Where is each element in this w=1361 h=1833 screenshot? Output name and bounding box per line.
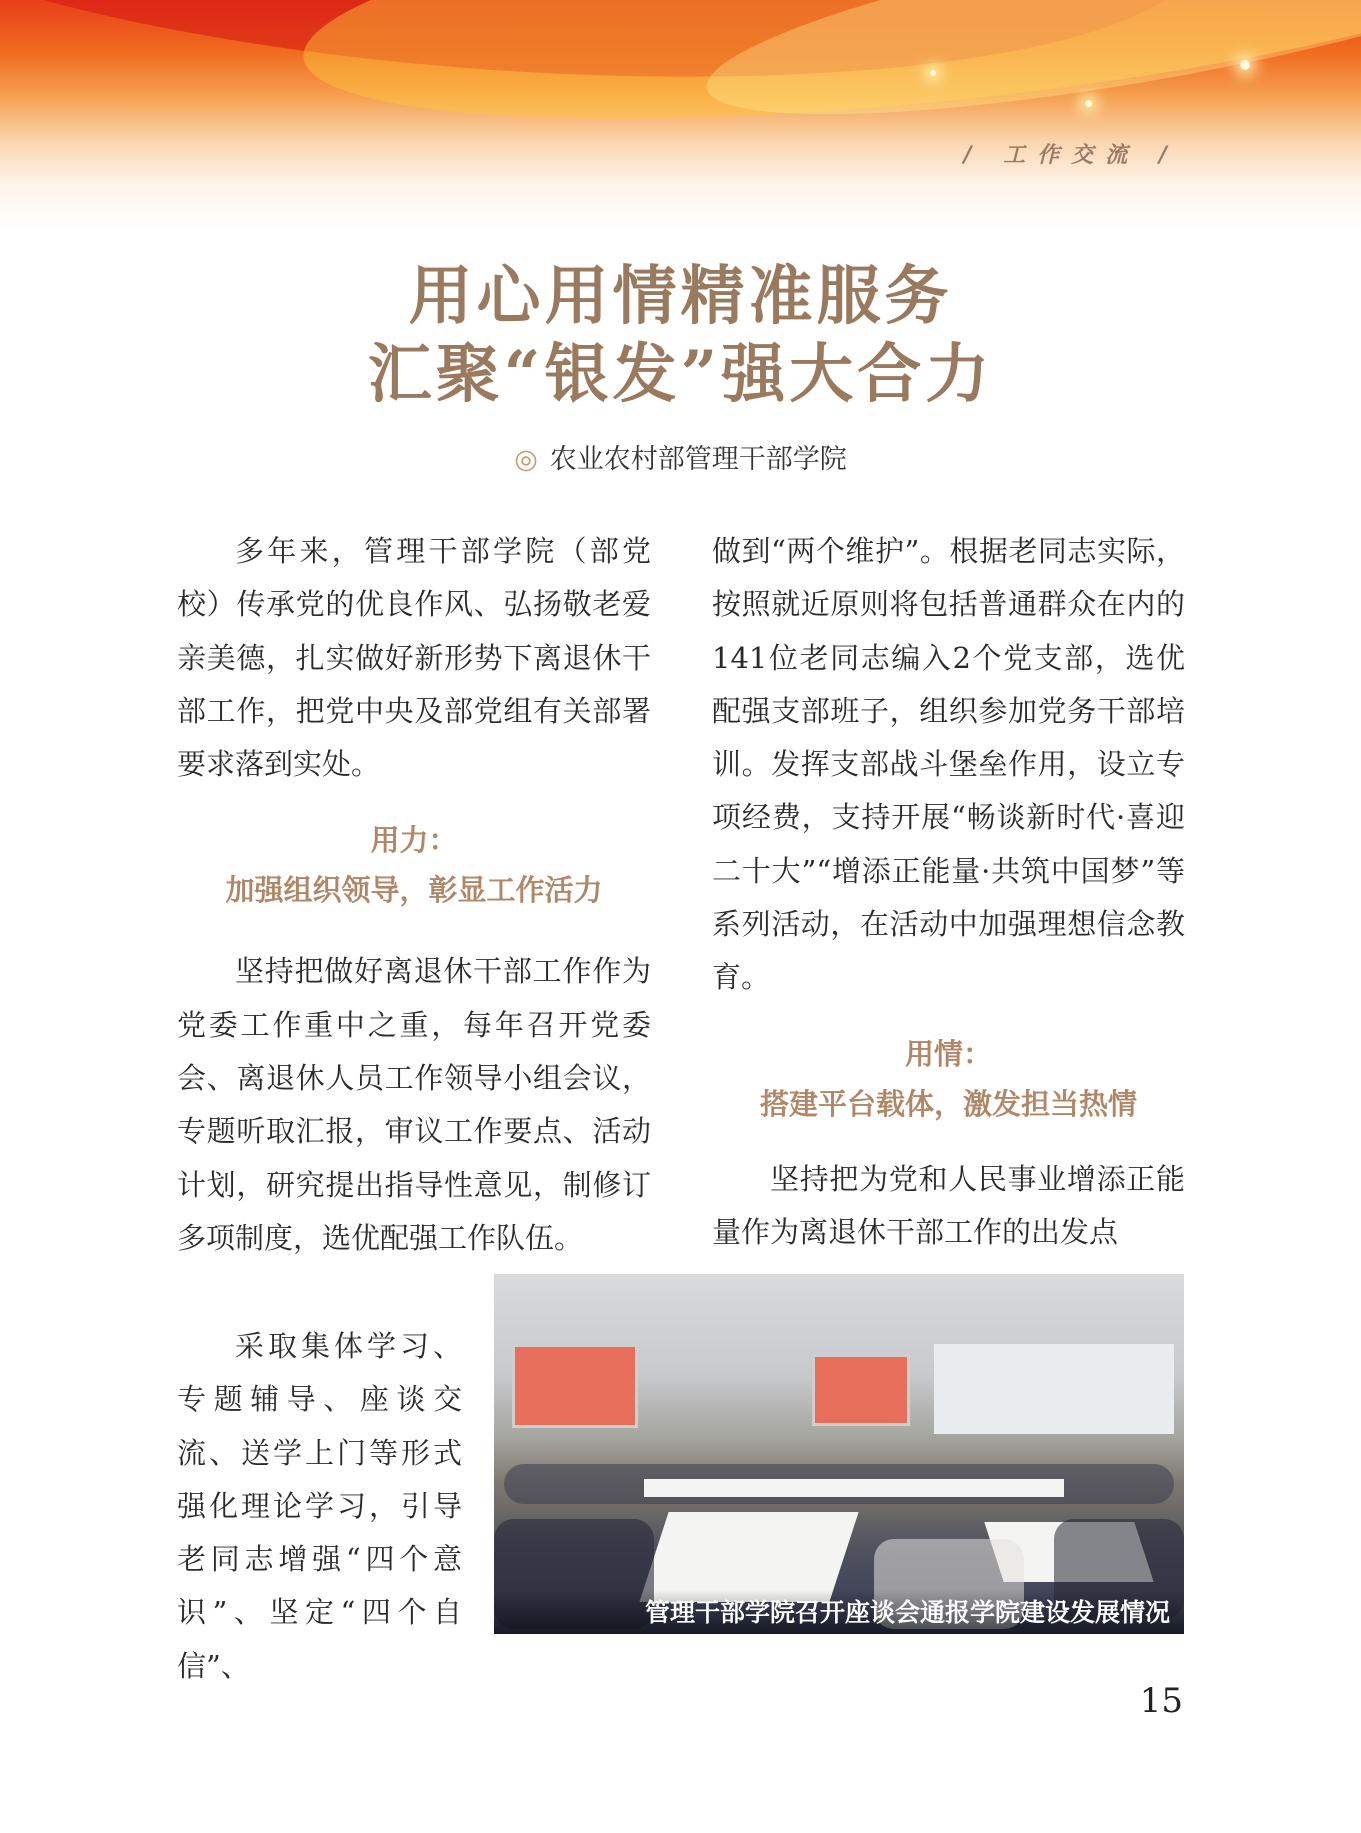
section1-heading: 加强组织领导，彰显工作活力 bbox=[225, 873, 603, 908]
meeting-photo bbox=[494, 1274, 1184, 1634]
article-author bbox=[0, 437, 1361, 476]
article-title-line1: 用心用情精准服务 bbox=[408, 259, 953, 334]
author-name: 农业农村部管理干部学院 bbox=[549, 444, 847, 475]
header-banner bbox=[0, 0, 1361, 230]
banner-sparkle-icon bbox=[1085, 100, 1092, 107]
section1-paragraph2: 采取集体学习、专题辅导、座谈交流、送学上门等形式强化理论学习，引导老同志增强“四个意识”、坚定“四个自信”、 bbox=[177, 1329, 462, 1683]
banner-sparkle-icon bbox=[930, 70, 936, 76]
photo-projection-screen-right bbox=[812, 1354, 910, 1426]
section-tag: / 工作交流 / bbox=[963, 143, 1179, 168]
page-number: 15 bbox=[1139, 1681, 1183, 1721]
photo-caption: 管理干部学院召开座谈会通报学院建设发展情况 bbox=[494, 1590, 1184, 1634]
author-marker-icon: ◎ bbox=[514, 444, 538, 475]
left-column-wrap bbox=[177, 1320, 462, 1693]
photo-table-back bbox=[644, 1479, 1064, 1497]
section1-paragraph2-continued: 做到“两个维护”。根据老同志实际，按照就近原则将包括普通群众在内的141位老同志编入2个党支部，选优配强支部班子，组织参加党务干部培训。发挥支部战斗堡垒作用，设立专项经费，支持开展“畅谈新时代·喜迎二十大”“增添正能量·共筑中国梦”等系列活动，在活动中加强理想信念教育。 bbox=[712, 534, 1185, 995]
section2-heading: 搭建平台载体，激发担当热情 bbox=[759, 1086, 1137, 1121]
intro-paragraph: 多年来，管理干部学院（部党校）传承党的优良作风、弘扬敬老爱亲美德，扎实做好新形势下离退休干部工作，把党中央及部党组有关部署要求落到实处。 bbox=[177, 534, 651, 782]
left-column bbox=[177, 525, 651, 1265]
article-title bbox=[0, 258, 1361, 414]
banner-sparkle-icon bbox=[1240, 60, 1250, 70]
photo-table-left bbox=[639, 1512, 858, 1602]
right-column bbox=[712, 525, 1185, 1259]
photo-window bbox=[934, 1344, 1174, 1434]
section2-paragraph1: 坚持把为党和人民事业增添正能量作为离退休干部工作的出发点 bbox=[712, 1161, 1185, 1249]
photo-projection-screen-left bbox=[512, 1344, 638, 1428]
section1-label: 用力： bbox=[370, 823, 458, 858]
section1-paragraph1: 坚持把做好离退休干部工作作为党委工作重中之重，每年召开党委会、离退休人员工作领导小组会议，专题听取汇报，审议工作要点、活动计划，研究提出指导性意见，制修订多项制度，选优配强工作队伍。 bbox=[177, 954, 651, 1255]
section2-label: 用情： bbox=[904, 1036, 992, 1071]
article-title-line2: 汇聚“银发”强大合力 bbox=[367, 337, 994, 412]
